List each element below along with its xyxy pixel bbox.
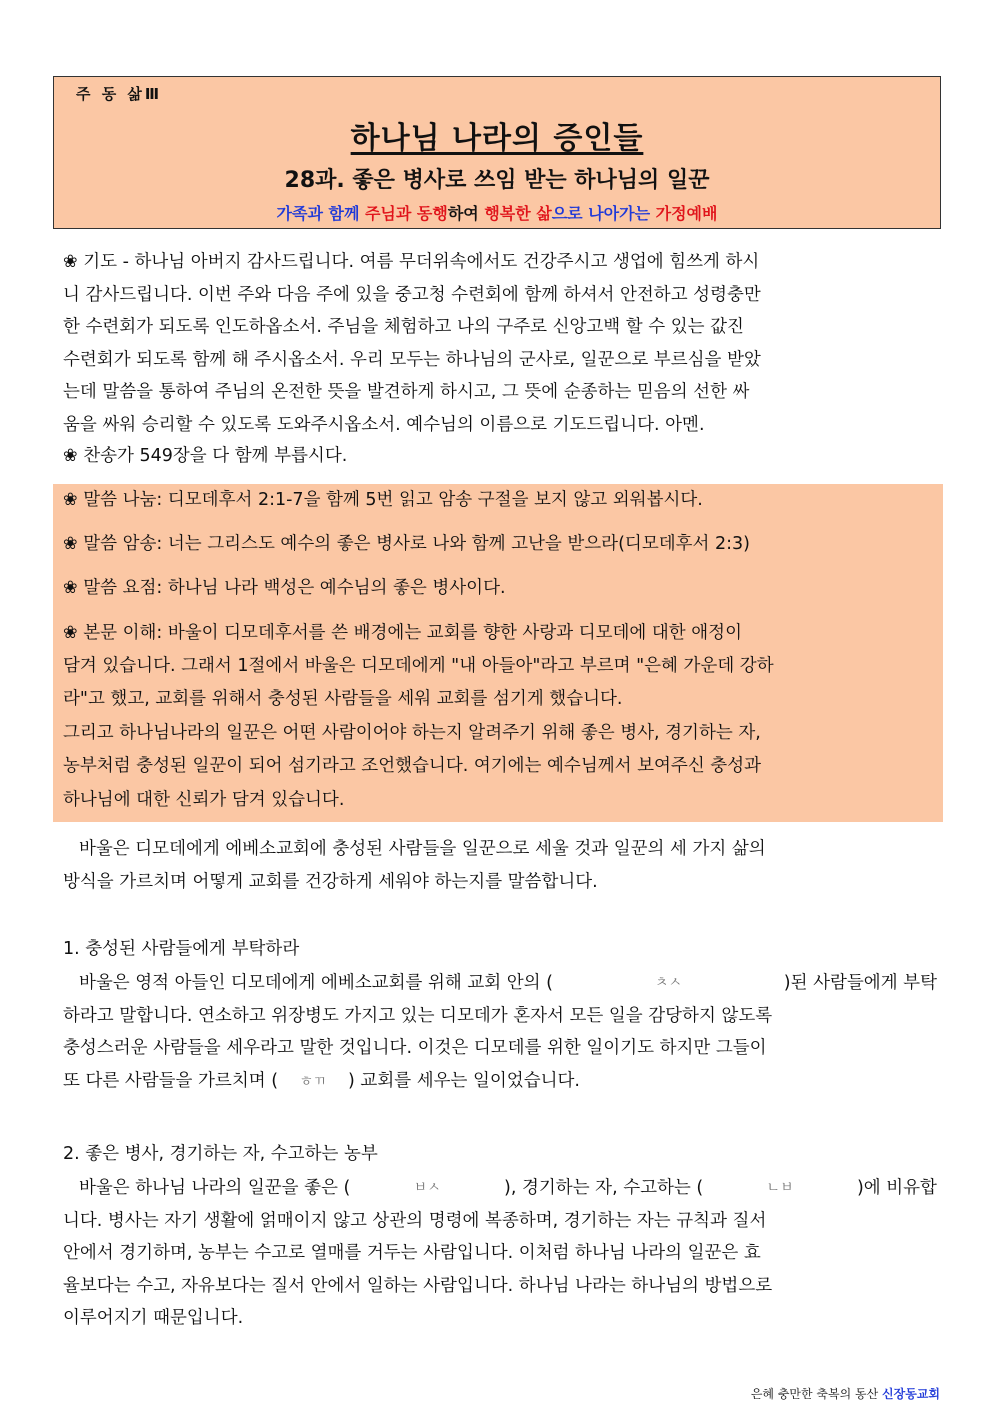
text-line: [63, 967, 937, 1000]
answer-blank[interactable]: ㄴㅂ: [766, 1180, 794, 1196]
tagline-part: 가정예배: [655, 204, 718, 223]
tagline: [54, 201, 940, 224]
church-name: 신장동교회: [882, 1387, 940, 1401]
text-segment: )된 사람들에게 부탁: [783, 973, 937, 993]
text-line: 율보다는 수고, 자유보다는 질서 안에서 일하는 사람입니다. 하나님 나라는 하나님의 방법으로: [63, 1275, 773, 1296]
section2-heading: 2. 좋은 병사, 경기하는 자, 수고하는 농부: [63, 1144, 378, 1164]
text-segment: 바울은 하나님 나라의 일꾼을 좋은 (: [79, 1178, 351, 1198]
intro-paragraph: [63, 833, 937, 898]
text-line: ❀ 기도 - 하나님 아버지 감사드립니다. 여름 무더위속에서도 건강주시고 생업에 힘쓰게 하시: [63, 252, 760, 272]
section2-paragraph: [63, 1172, 937, 1335]
tagline-part: 하여: [447, 204, 485, 223]
section1-paragraph: [63, 967, 937, 1098]
header-box: [53, 76, 941, 229]
text-line: 안에서 경기하며, 농부는 수고로 열매를 거두는 사람입니다. 이처럼 하나님 나라의 일꾼은 효: [63, 1243, 761, 1263]
text-line: 그리고 하나님나라의 일꾼은 어떤 사람이어야 하는지 알려주기 위해 좋은 병사, 경기하는 자,: [63, 723, 761, 743]
text-line: 수련회가 되도록 함께 해 주시옵소서. 우리 모두는 하나님의 군사로, 일꾼으로 부르심을 받았: [63, 349, 761, 370]
series-label: 주 동 삶Ⅲ: [76, 85, 163, 103]
text-segment: 또 다른 사람들을 가르치며 (: [63, 1070, 279, 1091]
tagline-part: 행복한 삶: [484, 204, 552, 223]
word-memorize: ❀ 말씀 암송: 너는 그리스도 예수의 좋은 병사로 나와 함께 고난을 받으라(디모데후서 2:3): [63, 534, 750, 554]
section1-heading: 1. 충성된 사람들에게 부탁하라: [63, 939, 300, 959]
footer: [751, 1385, 940, 1402]
text-line: 움을 싸워 승리할 수 있도록 도와주시옵소서. 예수님의 이름으로 기도드립니다. 아멘.: [63, 414, 705, 435]
text-line: 라"고 했고, 교회를 위해서 충성된 사람들을 세워 교회를 섬기게 했습니다.: [63, 689, 623, 709]
text-line: ❀ 본문 이해: 바울이 디모데후서를 쓴 배경에는 교회를 향한 사랑과 디모데에 대한 애정이: [63, 623, 742, 643]
text-segment: ) 교회를 세우는 일이었습니다.: [348, 1070, 580, 1091]
text-line: [63, 1172, 937, 1205]
tagline-part: 주님과 동행: [364, 204, 448, 223]
page-title: 하나님 나라의 증인들: [350, 121, 644, 156]
hymn-line: ❀ 찬송가 549장을 다 함께 부릅시다.: [63, 446, 348, 466]
text-segment: 바울은 영적 아들인 디모데에게 에베소교회를 위해 교회 안의 (: [79, 973, 553, 993]
text-segment: )에 비유합: [856, 1178, 937, 1198]
word-summary: ❀ 말씀 요점: 하나님 나라 백성은 예수님의 좋은 병사이다.: [63, 578, 506, 598]
word-sharing: ❀ 말씀 나눔: 디모데후서 2:1-7을 함께 5번 읽고 암송 구절을 보지 않고 외워봅시다.: [63, 490, 703, 510]
word-section: [53, 484, 943, 822]
text-line: 농부처럼 충성된 일꾼이 되어 섬기라고 조언했습니다. 여기에는 예수님께서 보여주신 충성과: [63, 756, 762, 776]
text-line: 는데 말씀을 통하여 주님의 온전한 뜻을 발견하게 하시고, 그 뜻에 순종하는 믿음의 선한 싸: [63, 382, 750, 402]
text-segment: ), 경기하는 자, 수고하는 (: [504, 1178, 704, 1198]
text-line: 충성스러운 사람들을 세우라고 말한 것입니다. 이것은 디모데를 위한 일이기도 하지만 그들이: [63, 1038, 767, 1058]
prayer-paragraph: [63, 246, 937, 441]
tagline-part: 으로 나아가는: [551, 204, 656, 223]
tagline-part: 가족과 함께: [276, 204, 365, 223]
text-line: 니다. 병사는 자기 생활에 얽매이지 않고 상관의 명령에 복종하며, 경기하는 자는 규칙과 질서: [63, 1210, 767, 1231]
answer-blank[interactable]: ㅊㅅ: [654, 975, 682, 991]
text-line: [63, 1065, 937, 1099]
answer-blank[interactable]: ㅎㄲ: [299, 1073, 327, 1090]
text-line: 이루어지기 때문입니다.: [63, 1308, 244, 1328]
text-line: 담겨 있습니다. 그래서 1절에서 바울은 디모데에게 "내 아들아"라고 부르며 "은혜 가운데 강하: [63, 656, 774, 676]
text-line: 바울은 디모데에게 에베소교회에 충성된 사람들을 일꾼으로 세울 것과 일꾼의 세 가지 삶의: [79, 839, 766, 859]
footer-motto: 은혜 충만한 축복의 동산: [750, 1387, 883, 1401]
answer-blank[interactable]: ㅂㅅ: [413, 1180, 441, 1196]
text-line: 하라고 말합니다. 연소하고 위장병도 가지고 있는 디모데가 혼자서 모든 일을 감당하지 않도록: [63, 1005, 773, 1026]
lesson-title: 28과. 좋은 병사로 쓰임 받는 하나님의 일꾼: [284, 168, 710, 193]
text-line: 니 감사드립니다. 이번 주와 다음 주에 있을 중고청 수련회에 함께 하셔서 안전하고 성령충만: [63, 284, 761, 305]
text-line: 방식을 가르치며 어떻게 교회를 건강하게 세워야 하는지를 말씀합니다.: [63, 871, 598, 892]
text-line: 하나님에 대한 신뢰가 담겨 있습니다.: [63, 790, 345, 810]
text-line: 한 수련회가 되도록 인도하옵소서. 주님을 체험하고 나의 구주로 신앙고백 할 수 있는 값진: [63, 317, 744, 337]
